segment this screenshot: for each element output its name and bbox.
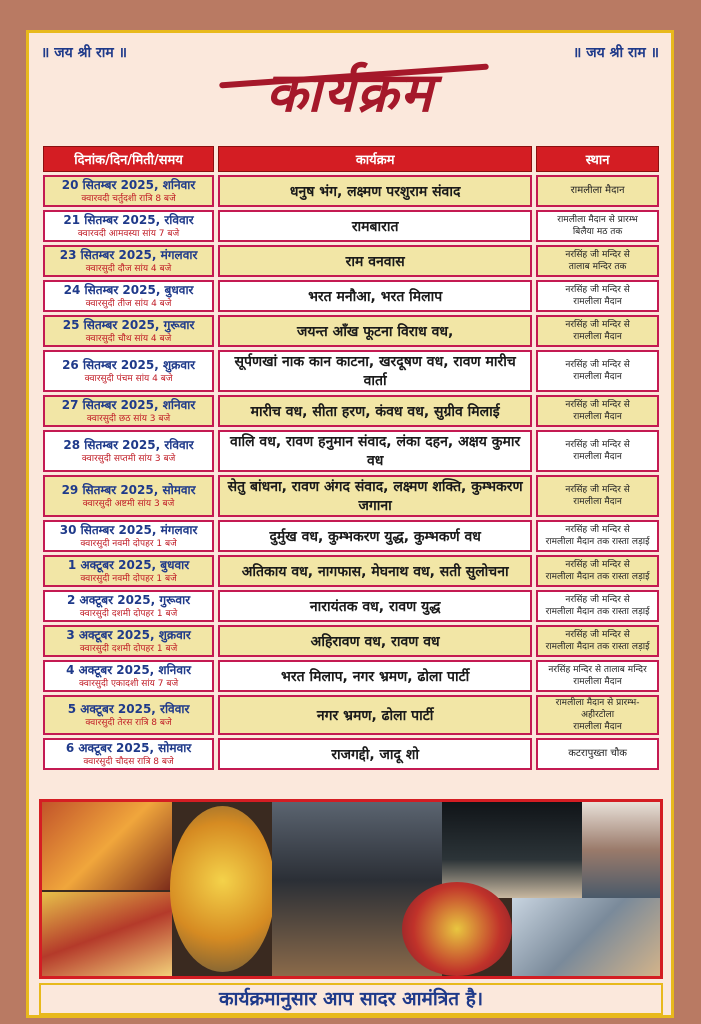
tithi-time-text: क्वारसुदी छठ सांय 3 बजे — [86, 413, 171, 424]
place-cell — [536, 625, 659, 657]
date-text: 26 सितम्बर 2025, शुक्रवार — [62, 357, 196, 372]
schedule-row — [43, 475, 659, 517]
schedule-row — [43, 315, 659, 347]
tithi-time-text: क्वारसुदी पंचम सांय 4 बजे — [84, 373, 173, 384]
place-cell — [536, 350, 659, 392]
program-cell: सूर्पणखां नाक कान काटना, खरदूषण वध, रावण मारीच वार्ता — [218, 350, 532, 392]
schedule-row — [43, 430, 659, 472]
place-line-1: नरसिंह जी मन्दिर से — [565, 525, 630, 535]
place-line-2: रामलीला मैदान तक रास्ता लड़ाई — [545, 607, 650, 617]
date-cell — [43, 175, 214, 207]
schedule-row — [43, 555, 659, 587]
program-cell: रामबारात — [218, 210, 532, 242]
column-header-date: दिनांक/दिन/मिती/समय — [43, 146, 214, 172]
date-cell — [43, 210, 214, 242]
tithi-time-text: क्वारवदी आमवस्या सांय 7 बजे — [77, 228, 180, 239]
place-line-1: रामलीला मैदान — [570, 185, 625, 196]
place-line-1: नरसिंह मन्दिर से तालाब मन्दिर — [548, 665, 647, 675]
place-line-1: नरसिंह जी मन्दिर से — [565, 250, 630, 260]
program-cell: वालि वध, रावण हनुमान संवाद, लंका दहन, अक्षय कुमार वध — [218, 430, 532, 472]
place-line-2: रामलीला मैदान — [573, 372, 622, 382]
blessing-right: ॥ जय श्री राम ॥ — [572, 45, 659, 61]
place-cell — [536, 520, 659, 552]
tithi-time-text: क्वारसुदी दौज सांय 4 बजे — [85, 263, 172, 274]
date-cell — [43, 350, 214, 392]
tithi-time-text: क्वारसुदी नवमी दोपहर 1 बजे — [80, 573, 177, 584]
date-text: 25 सितम्बर 2025, गुरूवार — [62, 317, 195, 332]
date-text: 30 सितम्बर 2025, मंगलवार — [59, 522, 198, 537]
date-cell — [43, 475, 214, 517]
date-cell — [43, 590, 214, 622]
date-text: 5 अक्टूबर 2025, रविवार — [67, 701, 190, 716]
place-line-1: नरसिंह जी मन्दिर से — [565, 320, 630, 330]
photo-crowd — [512, 898, 662, 976]
date-cell — [43, 395, 214, 427]
place-line-1: रामलीला मैदान से प्रारम्भ — [557, 215, 638, 225]
date-cell — [43, 695, 214, 735]
photo-tableau-left — [42, 802, 172, 890]
date-cell — [43, 738, 214, 770]
date-text: 3 अक्टूबर 2025, शुक्रवार — [66, 627, 191, 642]
invitation-footer: कार्यक्रमानुसार आप सादर आमंत्रित है। — [39, 983, 663, 1015]
place-line-2: बिलैया मठ तक — [572, 227, 623, 237]
program-cell: राम वनवास — [218, 245, 532, 277]
date-cell — [43, 430, 214, 472]
place-line-1: नरसिंह जी मन्दिर से — [565, 630, 630, 640]
date-text: 6 अक्टूबर 2025, सोमवार — [65, 740, 192, 755]
place-cell — [536, 475, 659, 517]
schedule-row — [43, 245, 659, 277]
schedule-row — [43, 625, 659, 657]
program-cell: धनुष भंग, लक्ष्मण परशुराम संवाद — [218, 175, 532, 207]
place-line-2: रामलीला मैदान — [573, 452, 622, 462]
place-line-2: रामलीला मैदान तक रास्ता लड़ाई — [545, 572, 650, 582]
place-line-1: नरसिंह जी मन्दिर से — [565, 360, 630, 370]
date-cell — [43, 280, 214, 312]
program-cell: दुर्मुख वध, कुम्भकरण युद्ध, कुम्भकर्ण वध — [218, 520, 532, 552]
place-line-1: रामलीला मैदान से प्रारम्भ-अहीरटोला — [555, 698, 640, 720]
place-line-1: कटरापुख्ता चौक — [568, 748, 627, 759]
tithi-time-text: क्वारसुदी अष्टमी सांय 3 बजे — [82, 498, 175, 509]
tithi-time-text: क्वारवदी चर्तुदशी रात्रि 8 बजे — [81, 193, 176, 204]
date-text: 29 सितम्बर 2025, सोमवार — [61, 482, 196, 497]
tithi-time-text: क्वारसुदी नवमी दोपहर 1 बजे — [80, 538, 177, 549]
place-line-2: रामलीला मैदान — [573, 497, 622, 507]
place-line-1: नरसिंह जी मन्दिर से — [565, 595, 630, 605]
schedule-row — [43, 520, 659, 552]
date-text: 28 सितम्बर 2025, रविवार — [63, 437, 194, 452]
schedule-row — [43, 350, 659, 392]
place-cell — [536, 210, 659, 242]
place-cell — [536, 395, 659, 427]
tithi-time-text: क्वारसुदी चौथ सांय 4 बजे — [85, 333, 172, 344]
place-line-2: रामलीला मैदान — [573, 722, 622, 732]
schedule-row — [43, 590, 659, 622]
place-cell — [536, 590, 659, 622]
tithi-time-text: क्वारसुदी दशमी दोपहर 1 बजे — [79, 643, 178, 654]
date-text: 4 अक्टूबर 2025, शनिवार — [66, 662, 192, 677]
date-cell — [43, 520, 214, 552]
program-cell: भरत मनौआ, भरत मिलाप — [218, 280, 532, 312]
schedule-table — [39, 143, 663, 773]
column-header-program: कार्यक्रम — [218, 146, 532, 172]
tithi-time-text: क्वारसुदी चौदस रात्रि 8 बजे — [83, 756, 174, 767]
photo-ram-lakshman-sita — [170, 806, 275, 972]
tithi-time-text: क्वारसुदी दशमी दोपहर 1 बजे — [79, 608, 178, 619]
place-line-1: नरसिंह जी मन्दिर से — [565, 485, 630, 495]
schedule-row — [43, 395, 659, 427]
schedule-row — [43, 695, 659, 735]
place-cell — [536, 315, 659, 347]
program-cell: सेतु बांधना, रावण अंगद संवाद, लक्ष्मण शक्ति, कुम्भकरण जगाना — [218, 475, 532, 517]
date-cell — [43, 660, 214, 692]
date-text: 1 अक्टूबर 2025, बुधवार — [67, 557, 190, 572]
place-line-2: रामलीला मैदान तक रास्ता लड़ाई — [545, 642, 650, 652]
program-poster — [26, 30, 674, 1018]
blessing-left: ॥ जय श्री राम ॥ — [41, 45, 128, 61]
photo-decorated-chariot — [402, 882, 512, 976]
place-line-1: नरसिंह जी मन्दिर से — [565, 400, 630, 410]
date-text: 21 सितम्बर 2025, रविवार — [63, 212, 194, 227]
date-cell — [43, 555, 214, 587]
column-header-place: स्थान — [536, 146, 659, 172]
photo-tableau-left-lower — [42, 892, 172, 976]
program-cell: राजगद्दी, जादू शो — [218, 738, 532, 770]
table-header-row — [43, 146, 659, 172]
place-cell — [536, 175, 659, 207]
date-text: 24 सितम्बर 2025, बुधवार — [63, 282, 194, 297]
program-cell: नारायंतक वध, रावण युद्ध — [218, 590, 532, 622]
date-cell — [43, 625, 214, 657]
tithi-time-text: क्वारसुदी तीज सांय 4 बजे — [85, 298, 172, 309]
place-line-1: नरसिंह जी मन्दिर से — [565, 560, 630, 570]
place-cell — [536, 660, 659, 692]
place-line-1: नरसिंह जी मन्दिर से — [565, 285, 630, 295]
schedule-row — [43, 738, 659, 770]
place-cell — [536, 430, 659, 472]
tithi-time-text: क्वारसुदी तेरस रात्रि 8 बजे — [85, 717, 172, 728]
date-cell — [43, 245, 214, 277]
place-cell — [536, 555, 659, 587]
date-text: 2 अक्टूबर 2025, गुरूवार — [67, 592, 191, 607]
program-cell: अहिरावण वध, रावण वध — [218, 625, 532, 657]
place-line-2: रामलीला मैदान तक रास्ता लड़ाई — [545, 537, 650, 547]
page-title: कार्यक्रम — [265, 60, 435, 124]
place-line-2: रामलीला मैदान — [573, 297, 622, 307]
schedule-row — [43, 175, 659, 207]
place-cell — [536, 695, 659, 735]
program-cell: अतिकाय वध, नागफास, मेघनाथ वध, सती सुलोचना — [218, 555, 532, 587]
date-text: 23 सितम्बर 2025, मंगलवार — [59, 247, 198, 262]
schedule-row — [43, 280, 659, 312]
place-line-2: रामलीला मैदान — [573, 677, 622, 687]
program-cell: नगर भ्रमण, ढोला पार्टी — [218, 695, 532, 735]
program-cell: मारीच वध, सीता हरण, कंवध वध, सुग्रीव मिलाई — [218, 395, 532, 427]
schedule-row — [43, 660, 659, 692]
date-cell — [43, 315, 214, 347]
place-line-2: तालाब मन्दिर तक — [568, 262, 627, 272]
place-cell — [536, 245, 659, 277]
date-text: 20 सितम्बर 2025, शनिवार — [61, 177, 196, 192]
tithi-time-text: क्वारसुदी एकादशी सांय 7 बजे — [78, 678, 179, 689]
program-cell: भरत मिलाप, नगर भ्रमण, ढोला पार्टी — [218, 660, 532, 692]
place-cell — [536, 280, 659, 312]
place-cell — [536, 738, 659, 770]
date-text: 27 सितम्बर 2025, शनिवार — [61, 397, 196, 412]
program-cell: जयन्त आँख फूटना विराध वध, — [218, 315, 532, 347]
photo-guests — [582, 802, 662, 898]
place-line-2: रामलीला मैदान — [573, 332, 622, 342]
schedule-row — [43, 210, 659, 242]
event-photo-collage — [39, 799, 663, 979]
place-line-2: रामलीला मैदान — [573, 412, 622, 422]
tithi-time-text: क्वारसुदी सप्तमी सांय 3 बजे — [81, 453, 176, 464]
place-line-1: नरसिंह जी मन्दिर से — [565, 440, 630, 450]
